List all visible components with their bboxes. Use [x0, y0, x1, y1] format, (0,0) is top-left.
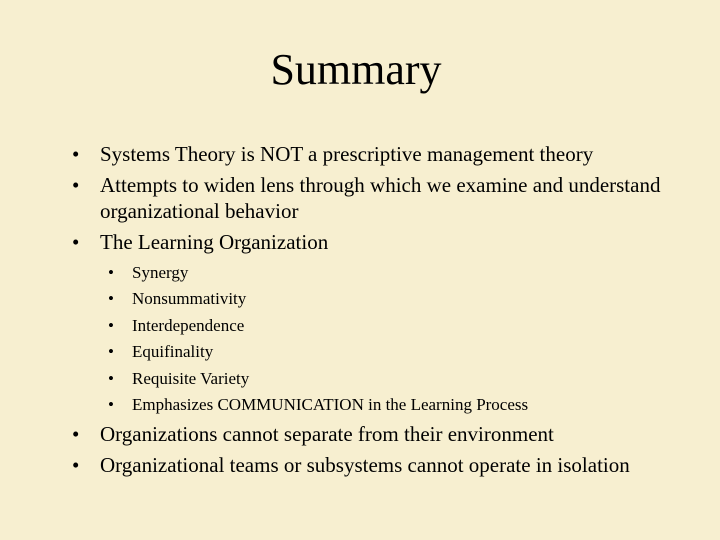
closing-bullet-text: Organizational teams or subsystems cannot operate in isolation — [100, 453, 630, 477]
bullet-icon: • — [108, 289, 114, 309]
bullet-icon: • — [108, 394, 114, 414]
main-bullet-item — [0, 172, 670, 224]
main-bullet-text: Systems Theory is NOT a prescriptive management theory — [100, 142, 594, 166]
bullet-icon: • — [108, 315, 114, 335]
main-bullet-text: The Learning Organization — [100, 230, 329, 254]
bullet-icon: • — [72, 453, 80, 477]
bullet-icon: • — [72, 173, 80, 197]
sub-bullet-list — [0, 262, 700, 420]
closing-bullet-text: Organizations cannot separate from their environment — [100, 422, 554, 446]
sub-bullet-item — [0, 288, 700, 309]
main-bullet-text: Attempts to widen lens through which we examine and understand organizational behavior — [100, 173, 661, 223]
sub-bullet-text: Emphasizes COMMUNICATION in the Learning Process — [132, 394, 529, 414]
bullet-icon: • — [108, 342, 114, 362]
sub-bullet-text: Requisite Variety — [132, 368, 250, 388]
sub-bullet-text: Interdependence — [132, 315, 245, 335]
bullet-icon: • — [72, 230, 80, 254]
sub-bullet-item — [0, 394, 700, 415]
bullet-icon: • — [108, 263, 114, 282]
bullet-icon: • — [108, 368, 114, 388]
bullet-icon: • — [72, 422, 80, 446]
sub-bullet-item — [0, 315, 700, 336]
closing-bullet-list — [0, 421, 700, 483]
sub-bullet-item — [0, 262, 700, 283]
sub-bullet-text: Nonsummativity — [132, 289, 247, 309]
sub-bullet-text: Synergy — [132, 263, 189, 282]
bullet-icon: • — [72, 142, 80, 166]
sub-bullet-item — [0, 368, 700, 389]
slide-title: Summary — [270, 45, 442, 94]
sub-bullet-item — [0, 341, 700, 362]
main-bullet-list — [0, 141, 700, 260]
main-bullet-item — [0, 141, 670, 167]
closing-bullet-item — [0, 452, 670, 478]
closing-bullet-item — [0, 421, 670, 447]
main-bullet-item — [0, 229, 670, 255]
sub-bullet-text: Equifinality — [132, 342, 214, 362]
